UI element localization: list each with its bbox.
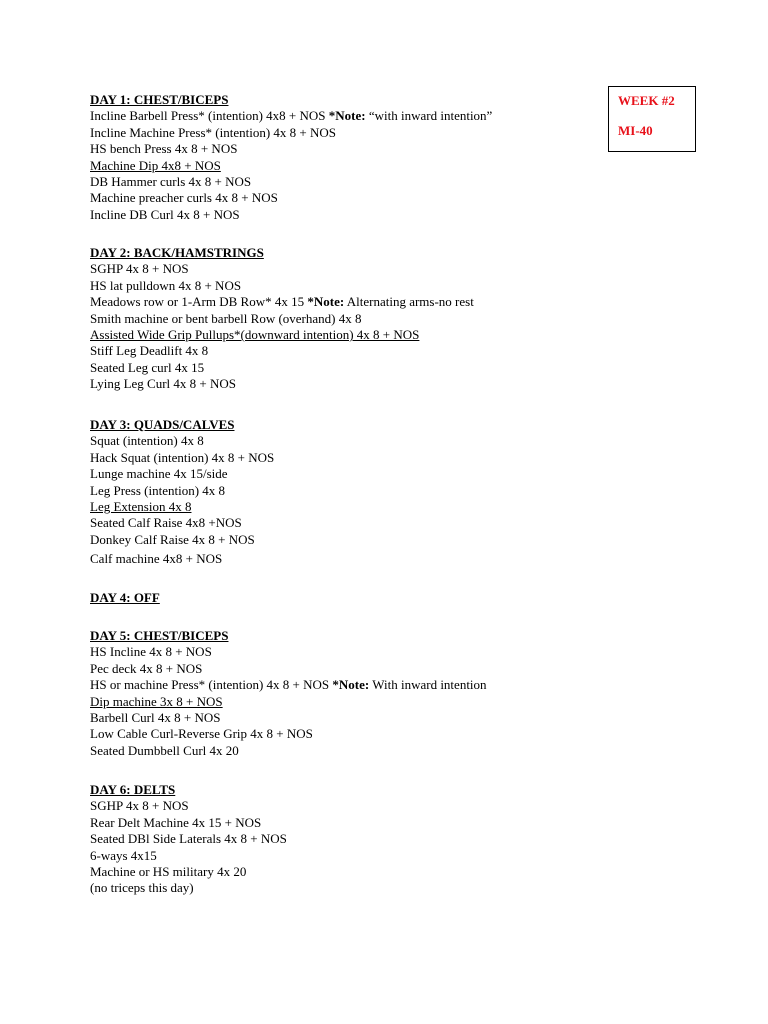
note-text: Alternating arms-no rest	[344, 294, 474, 310]
exercise-text: Lying Leg Curl 4x 8 + NOS	[90, 376, 236, 392]
exercise-line	[90, 343, 610, 359]
exercise-line	[90, 311, 610, 327]
exercise-text: (no triceps this day)	[90, 880, 194, 896]
exercise-line	[90, 261, 610, 277]
exercise-line	[90, 661, 610, 677]
day-section	[90, 92, 610, 223]
exercise-text: Smith machine or bent barbell Row (overhand) 4x 8	[90, 310, 362, 326]
exercise-text: Stiff Leg Deadlift 4x 8	[90, 343, 209, 359]
day-title: DAY 1: CHEST/BICEPS	[90, 92, 229, 107]
exercise-line	[90, 207, 610, 223]
exercise-text: Machine Dip 4x8 + NOS	[90, 157, 221, 173]
program-name: MI-40	[618, 123, 653, 138]
day-section	[90, 245, 610, 393]
day-title: DAY 5: CHEST/BICEPS	[90, 628, 229, 643]
exercise-text: Seated DBl Side Laterals 4x 8 + NOS	[90, 831, 287, 847]
day-section	[90, 590, 610, 606]
exercise-line	[90, 710, 610, 726]
exercise-line	[90, 278, 610, 294]
exercise-line	[90, 450, 610, 466]
exercise-line	[90, 466, 610, 482]
exercise-line	[90, 108, 610, 124]
exercise-text: Meadows row or 1-Arm DB Row* 4x 15	[90, 294, 308, 310]
exercise-text: HS bench Press 4x 8 + NOS	[90, 141, 238, 157]
exercise-line	[90, 880, 610, 896]
exercise-line	[90, 677, 610, 693]
exercise-text: Squat (intention) 4x 8	[90, 433, 204, 449]
exercise-text: SGHP 4x 8 + NOS	[90, 798, 189, 814]
exercise-line	[90, 294, 610, 310]
exercise-line	[90, 831, 610, 847]
exercise-line	[90, 125, 610, 141]
day-section	[90, 628, 610, 759]
day-section	[90, 782, 610, 897]
exercise-line	[90, 644, 610, 660]
exercise-text: Leg Press (intention) 4x 8	[90, 482, 226, 498]
exercise-text: Incline Barbell Press* (intention) 4x8 + NOS	[90, 108, 329, 124]
exercise-line	[90, 815, 610, 831]
note-label: *Note:	[307, 294, 345, 310]
exercise-text: Calf machine 4x8 + NOS	[90, 551, 223, 567]
exercise-line	[90, 360, 610, 376]
exercise-text: Dip machine 3x 8 + NOS	[90, 693, 223, 709]
exercise-text: SGHP 4x 8 + NOS	[90, 261, 189, 277]
exercise-text: Lunge machine 4x 15/side	[90, 466, 228, 482]
note-label: *Note:	[328, 108, 366, 124]
exercise-text: HS or machine Press* (intention) 4x 8 + NOS	[90, 677, 333, 693]
exercise-text: Incline DB Curl 4x 8 + NOS	[90, 206, 240, 222]
exercise-line	[90, 141, 610, 157]
exercise-line	[90, 848, 610, 864]
exercise-text: Pec deck 4x 8 + NOS	[90, 660, 203, 676]
note-text: With inward intention	[369, 677, 487, 693]
exercise-line	[90, 327, 610, 343]
exercise-text: Rear Delt Machine 4x 15 + NOS	[90, 814, 262, 830]
exercise-line	[90, 174, 610, 190]
exercise-text: Hack Squat (intention) 4x 8 + NOS	[90, 449, 275, 465]
exercise-text: Seated Dumbbell Curl 4x 20	[90, 742, 239, 758]
note-text: “with inward intention”	[365, 108, 493, 124]
exercise-line	[90, 515, 610, 531]
exercise-line	[90, 376, 610, 392]
exercise-text: 6-ways 4x15	[90, 847, 157, 863]
exercise-text: Machine preacher curls 4x 8 + NOS	[90, 190, 278, 206]
exercise-line	[90, 158, 610, 174]
exercise-line	[90, 798, 610, 814]
exercise-text: Low Cable Curl-Reverse Grip 4x 8 + NOS	[90, 726, 313, 742]
exercise-line	[90, 864, 610, 880]
exercise-text: HS lat pulldown 4x 8 + NOS	[90, 277, 242, 293]
exercise-text: Donkey Calf Raise 4x 8 + NOS	[90, 531, 255, 547]
exercise-text: HS Incline 4x 8 + NOS	[90, 644, 212, 660]
exercise-text: Barbell Curl 4x 8 + NOS	[90, 710, 221, 726]
exercise-text: Seated Leg curl 4x 15	[90, 359, 205, 375]
exercise-line	[90, 190, 610, 206]
exercise-line	[90, 433, 610, 449]
week-label-box	[608, 86, 696, 152]
exercise-text: Leg Extension 4x 8	[90, 499, 192, 515]
exercise-line	[90, 499, 610, 515]
exercise-text: Incline Machine Press* (intention) 4x 8 + NOS	[90, 124, 336, 140]
exercise-line	[90, 532, 610, 548]
day-section	[90, 417, 610, 568]
day-title: DAY 4: OFF	[90, 590, 160, 605]
exercise-text: Seated Calf Raise 4x8 +NOS	[90, 515, 242, 531]
exercise-line	[90, 551, 610, 567]
exercise-text: Machine or HS military 4x 20	[90, 864, 247, 880]
note-label: *Note:	[332, 677, 370, 693]
exercise-line	[90, 483, 610, 499]
exercise-line	[90, 726, 610, 742]
day-title: DAY 6: DELTS	[90, 782, 176, 797]
day-title: DAY 2: BACK/HAMSTRINGS	[90, 245, 264, 260]
day-title: DAY 3: QUADS/CALVES	[90, 417, 235, 432]
exercise-text: Assisted Wide Grip Pullups*(downward intention) 4x 8 + NOS	[90, 327, 420, 343]
exercise-text: DB Hammer curls 4x 8 + NOS	[90, 174, 252, 190]
exercise-line	[90, 694, 610, 710]
exercise-line	[90, 743, 610, 759]
week-number: WEEK #2	[618, 93, 675, 108]
